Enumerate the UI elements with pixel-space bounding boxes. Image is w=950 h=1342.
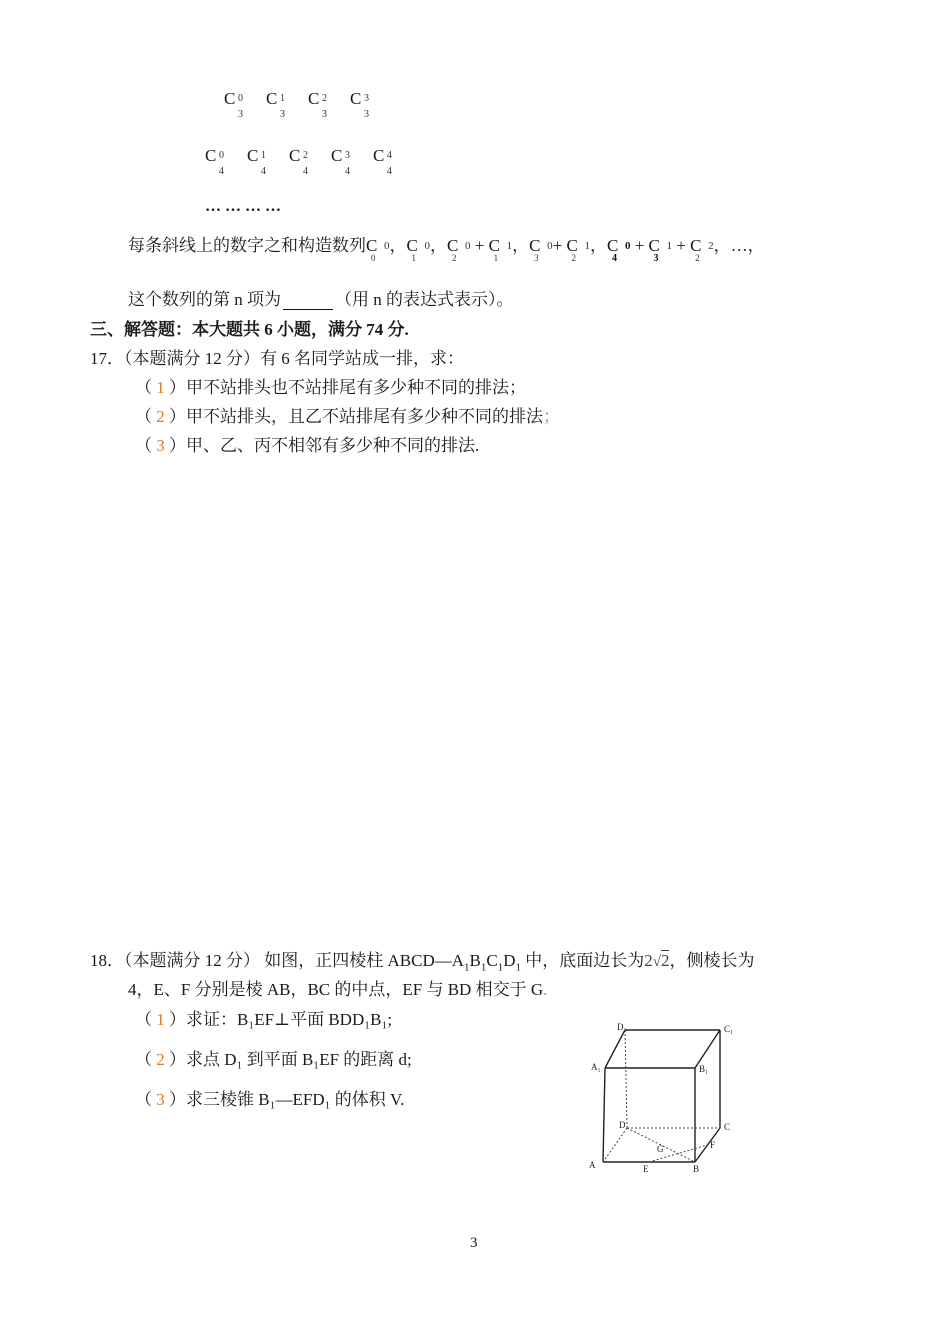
binomial-lower: 3 — [238, 109, 243, 120]
answer-blank[interactable] — [283, 293, 333, 310]
label-B: B — [693, 1164, 700, 1174]
binomial-upper: 0 — [219, 150, 224, 161]
binomial-upper: 2 — [322, 93, 327, 104]
binomial-c: C — [308, 89, 320, 108]
q18-item-2: （ 2 ）求点 D₁ 到平面 B₁EF 的距离 d; — [135, 1050, 412, 1069]
q17-item-3: （ 3 ）甲、乙、丙不相邻有多少种不同的排法. — [135, 436, 480, 455]
binomial-upper: 3 — [345, 150, 350, 161]
binomial-c: C — [350, 89, 362, 108]
binomial-lower: 4 — [261, 166, 266, 177]
binomial-c: C — [266, 89, 278, 108]
q16-sequence-line: 每条斜线上的数字之和构造数列C 0 0，C 1 0，C 2 0 + C 1 1，C 3 0+ C 2 1，C 4 0 + C 3 1 + C 2 2，…， — [128, 236, 765, 264]
prism-figure — [585, 1020, 745, 1180]
binomial-upper: 3 — [364, 93, 369, 104]
label-C1: C₁ — [724, 1024, 734, 1034]
label-D: D — [619, 1120, 626, 1130]
label-A: A — [589, 1160, 596, 1170]
binomial-c: C — [289, 146, 301, 165]
binomial-lower: 4 — [345, 166, 350, 177]
label-G: G — [657, 1144, 664, 1154]
q16-answer-line: 这个数列的第 n 项为 （用 n 的表达式表示）。 — [128, 290, 514, 309]
binomial-lower: 3 — [280, 109, 285, 120]
binomial-c: C — [224, 89, 236, 108]
sqrt-expression: 2√2 — [644, 951, 670, 970]
label-D1: D₁ — [617, 1022, 627, 1032]
binomial-upper: 4 — [387, 150, 392, 161]
page-number: 3 — [470, 1235, 478, 1251]
binomial-upper: 1 — [280, 93, 285, 104]
binomial-lower: 3 — [364, 109, 369, 120]
binomial-c: C — [331, 146, 343, 165]
binomial-lower: 4 — [387, 166, 392, 177]
triangle-dots: … … … … — [205, 198, 281, 215]
binomial-lower: 4 — [219, 166, 224, 177]
q17-item-1: （ 1 ）甲不站排头也不站排尾有多少种不同的排法； — [135, 378, 526, 397]
q18-heading: 18．（本题满分 12 分） 如图，正四棱柱 $ABCD—A_1B_1C_1D_1$ 中，底面边长为2√2，侧棱长为 — [90, 951, 755, 974]
binomial-c: C — [205, 146, 217, 165]
q17-item-2: （ 2 ）甲不站排头，且乙不站排尾有多少种不同的排法； — [135, 407, 560, 426]
q16-sequence-prefix: 每条斜线上的数字之和构造数列 — [128, 236, 366, 255]
q18-item-1: （ 1 ）求证：B₁EF⊥平面 BDD₁B₁; — [135, 1010, 393, 1029]
label-E: E — [643, 1164, 649, 1174]
binomial-c: C — [373, 146, 385, 165]
binomial-lower: 4 — [303, 166, 308, 177]
label-A1: A₁ — [591, 1062, 601, 1072]
label-F: F — [710, 1140, 716, 1150]
binomial-upper: 2 — [303, 150, 308, 161]
q17-heading: 17．（本题满分 12 分）有 6 名同学站成一排，求： — [90, 349, 464, 368]
binomial-lower: 3 — [322, 109, 327, 120]
section-3-heading: 三、解答题：本大题共 6 小题，满分 74 分. — [90, 320, 409, 339]
binomial-upper: 0 — [238, 93, 243, 104]
q18-line-2: 4，E、F 分别是棱 AB，BC 的中点，EF 与 BD 相交于 G. — [128, 980, 548, 999]
seq-c0-0: C 0 — [366, 236, 378, 263]
label-B1: B₁ — [699, 1064, 709, 1074]
binomial-upper: 1 — [261, 150, 266, 161]
q18-item-3: （ 3 ）求三棱锥 B₁—EFD₁ 的体积 V. — [135, 1090, 405, 1109]
label-C: C — [724, 1122, 731, 1132]
binomial-c: C — [247, 146, 259, 165]
